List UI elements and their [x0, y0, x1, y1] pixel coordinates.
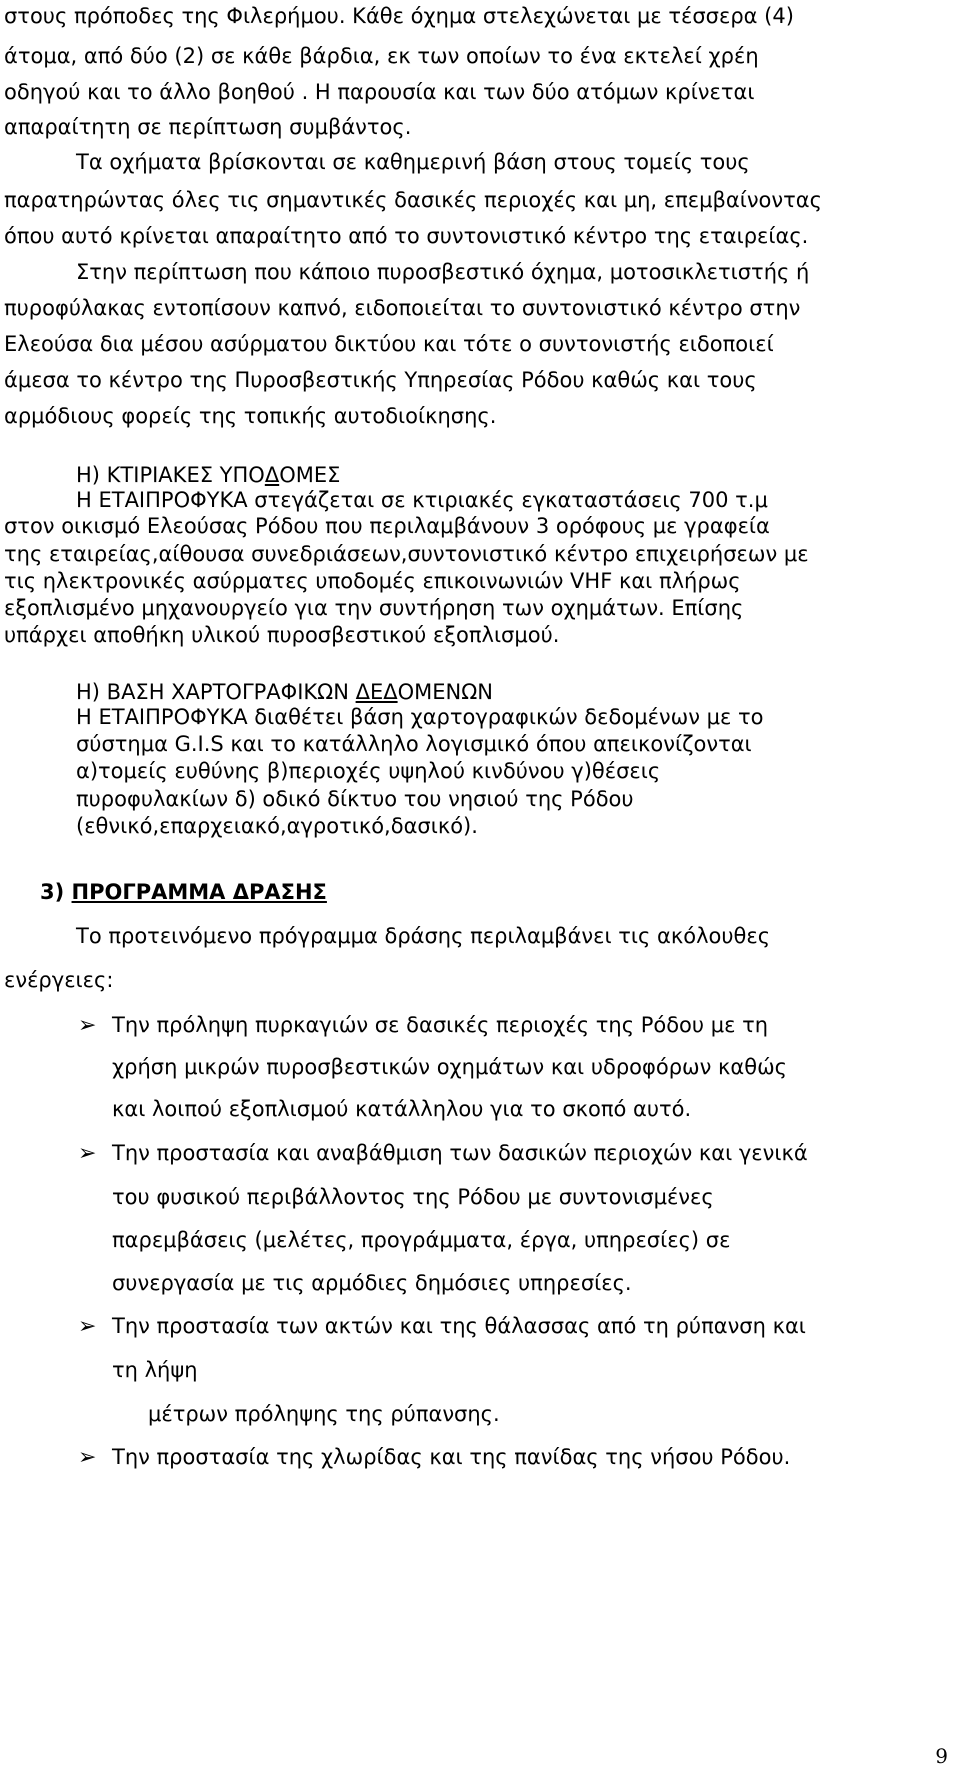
text-line: Το προτεινόμενο πρόγραμμα δράσης περιλαμβάνει τις ακόλουθες: [76, 924, 771, 948]
text-line: τις ηλεκτρονικές ασύρματες υποδομές επικοινωνιών VHF και πλήρως: [4, 569, 741, 593]
bullet-text-line: του φυσικού περιβάλλοντος της Ρόδου με συντονισμένες: [112, 1185, 714, 1209]
heading-text-underlined: ΔΕΔ: [355, 680, 398, 704]
text-line: ενέργειες:: [4, 968, 114, 992]
bullet-text-line: Την προστασία των ακτών και της θάλασσας από τη ρύπανση και: [112, 1314, 806, 1338]
text-line: στους πρόποδες της Φιλερήμου. Κάθε όχημα στελεχώνεται με τέσσερα (4): [4, 4, 794, 28]
bullet-text-line: Την προστασία της χλωρίδας και της πανίδας της νήσου Ρόδου.: [112, 1445, 791, 1469]
text-line: απαραίτητη σε περίπτωση συμβάντος.: [4, 115, 412, 139]
heading-text: ΟΜΕΝΩΝ: [397, 680, 493, 704]
bullet-text-line: και λοιπού εξοπλισμού κατάλληλου για το σκοπό αυτό.: [112, 1097, 692, 1121]
text-line: παρατηρώντας όλες τις σημαντικές δασικές περιοχές και μη, επεμβαίνοντας: [4, 188, 822, 212]
text-line: Τα οχήματα βρίσκονται σε καθημερινή βάση στους τομείς τους: [76, 150, 750, 174]
text-line: εξοπλισμένο μηχανουργείο για την συντήρηση των οχημάτων. Επίσης: [4, 596, 744, 620]
bullet-text-line: παρεμβάσεις (μελέτες, προγράμματα, έργα, υπηρεσίες) σε: [112, 1228, 731, 1252]
text-line: α)τομείς ευθύνης β)περιοχές υψηλού κινδύνου γ)θέσεις: [76, 759, 661, 783]
bullet-text-line: τη λήψη: [112, 1358, 198, 1382]
text-line: αρμόδιους φορείς της τοπικής αυτοδιοίκησης.: [4, 404, 497, 428]
arrow-bullet-icon: ➢: [78, 1141, 97, 1166]
arrow-bullet-icon: ➢: [78, 1013, 97, 1038]
section-heading-gis: [76, 680, 493, 704]
section-heading-program: [40, 880, 327, 904]
heading-text: Η) ΒΑΣΗ ΧΑΡΤΟΓΡΑΦΙΚΩΝ: [76, 680, 356, 704]
text-line: σύστημα G.I.S και το κατάλληλο λογισμικό όπου απεικονίζονται: [76, 732, 752, 756]
text-line: πυροφύλακας εντοπίσουν καπνό, ειδοποιείται το συντονιστικό κέντρο στην: [4, 296, 801, 320]
arrow-bullet-icon: ➢: [78, 1314, 97, 1339]
arrow-bullet-icon: ➢: [78, 1445, 97, 1470]
text-line: υπάρχει αποθήκη υλικού πυροσβεστικού εξοπλισμού.: [4, 623, 560, 647]
bullet-text-line: μέτρων πρόληψης της ρύπανσης.: [148, 1402, 500, 1426]
text-line: της εταιρείας,αίθουσα συνεδριάσεων,συντονιστικό κέντρο επιχειρήσεων με: [4, 542, 809, 566]
section-heading-buildings: [76, 463, 340, 487]
text-line: άμεσα το κέντρο της Πυροσβεστικής Υπηρεσίας Ρόδου καθώς και τους: [4, 368, 757, 392]
text-line: Η ΕΤΑΙΠΡΟΦΥΚΑ διαθέτει βάση χαρτογραφικών δεδομένων με το: [76, 705, 764, 729]
text-line: Στην περίπτωση που κάποιο πυροσβεστικό όχημα, μοτοσικλετιστής ή: [76, 260, 810, 284]
section-title: ΠΡΟΓΡΑΜΜΑ ΔΡΑΣΗΣ: [71, 880, 327, 904]
text-line: άτομα, από δύο (2) σε κάθε βάρδια, εκ των οποίων το ένα εκτελεί χρέη: [4, 44, 759, 68]
heading-text-underlined: Δ: [264, 463, 280, 487]
page-number: 9: [935, 1744, 948, 1768]
text-line: Η ΕΤΑΙΠΡΟΦΥΚΑ στεγάζεται σε κτιριακές εγκαταστάσεις 700 τ.μ: [76, 488, 768, 512]
bullet-text-line: Την προστασία και αναβάθμιση των δασικών περιοχών και γενικά: [112, 1141, 808, 1165]
text-line: πυροφυλακίων δ) οδικό δίκτυο του νησιού της Ρόδου: [76, 787, 634, 811]
bullet-text-line: Την πρόληψη πυρκαγιών σε δασικές περιοχές της Ρόδου με τη: [112, 1013, 769, 1037]
heading-text: ΟΜΕΣ: [279, 463, 341, 487]
heading-text: Η) ΚΤΙΡΙΑΚΕΣ ΥΠΟ: [76, 463, 265, 487]
bullet-text-line: συνεργασία με τις αρμόδιες δημόσιες υπηρεσίες.: [112, 1271, 632, 1295]
text-line: όπου αυτό κρίνεται απαραίτητο από το συντονιστικό κέντρο της εταιρείας.: [4, 224, 809, 248]
section-number: 3): [40, 880, 72, 904]
text-line: Ελεούσα δια μέσου ασύρματου δικτύου και τότε ο συντονιστής ειδοποιεί: [4, 332, 774, 356]
bullet-text-line: χρήση μικρών πυροσβεστικών οχημάτων και υδροφόρων καθώς: [112, 1055, 787, 1079]
text-line: οδηγού και το άλλο βοηθού . Η παρουσία και των δύο ατόμων κρίνεται: [4, 80, 755, 104]
text-line: στον οικισμό Ελεούσας Ρόδου που περιλαμβάνουν 3 ορόφους με γραφεία: [4, 514, 770, 538]
text-line: (εθνικό,επαρχειακό,αγροτικό,δασικό).: [76, 814, 478, 838]
